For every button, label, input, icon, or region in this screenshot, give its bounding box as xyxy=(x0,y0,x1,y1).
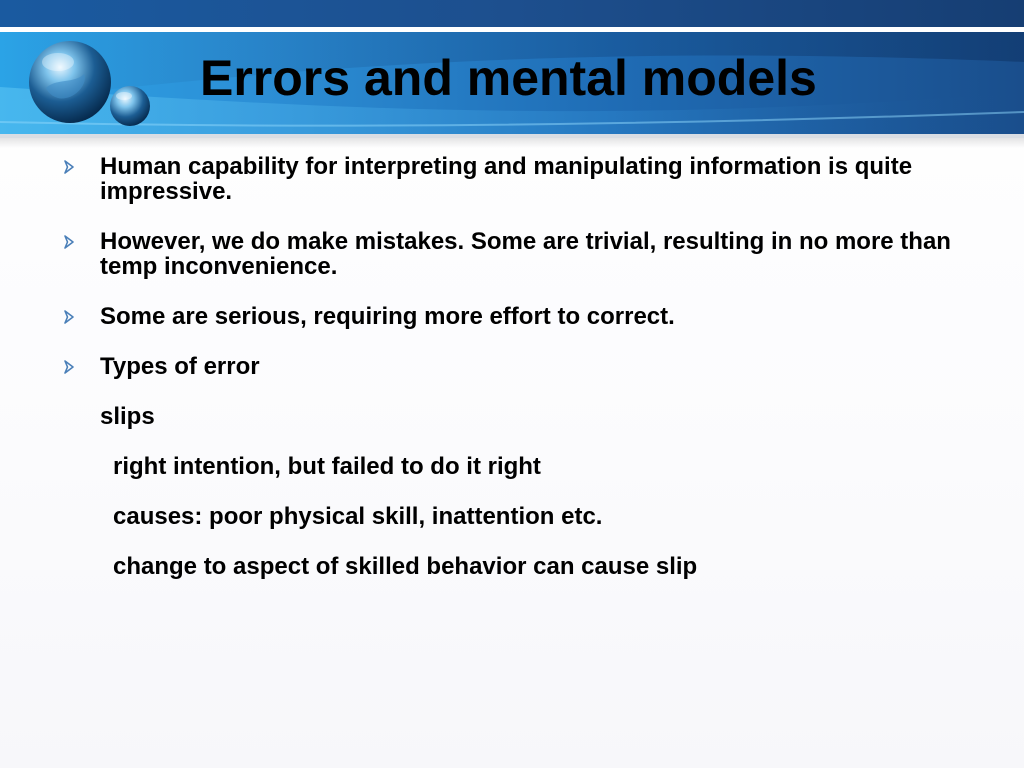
sub-item-text: slips xyxy=(100,403,155,430)
sub-item-detail xyxy=(60,554,970,579)
bullet-item xyxy=(60,154,970,204)
header-top-strip xyxy=(0,0,1024,27)
sub-item-slips xyxy=(60,404,970,429)
slide-content xyxy=(60,154,970,604)
sub-item-text: right intention, but failed to do it right xyxy=(113,453,541,480)
sub-item-detail xyxy=(60,504,970,529)
sub-item-text: causes: poor physical skill, inattention etc. xyxy=(113,503,603,530)
bullet-item xyxy=(60,229,970,279)
bullet-arrow-icon xyxy=(60,354,80,379)
sub-item-detail xyxy=(60,454,970,479)
slide-title: Errors and mental models xyxy=(200,50,817,106)
bullet-text: Types of error xyxy=(100,353,260,380)
bullet-item xyxy=(60,304,970,329)
banner-shadow xyxy=(0,138,1024,148)
bullet-arrow-icon xyxy=(60,229,80,254)
globe-spheres-logo-icon xyxy=(22,38,157,133)
bullet-text: However, we do make mistakes. Some are trivial, resulting in no more than temp inconvenience. xyxy=(100,228,951,280)
bullet-arrow-icon xyxy=(60,304,80,329)
bullet-text: Human capability for interpreting and manipulating information is quite impressive. xyxy=(100,153,913,205)
bullet-text: Some are serious, requiring more effort to correct. xyxy=(100,303,675,330)
bullet-item xyxy=(60,354,970,379)
bullet-arrow-icon xyxy=(60,154,80,179)
sub-item-text: change to aspect of skilled behavior can cause slip xyxy=(113,553,698,580)
